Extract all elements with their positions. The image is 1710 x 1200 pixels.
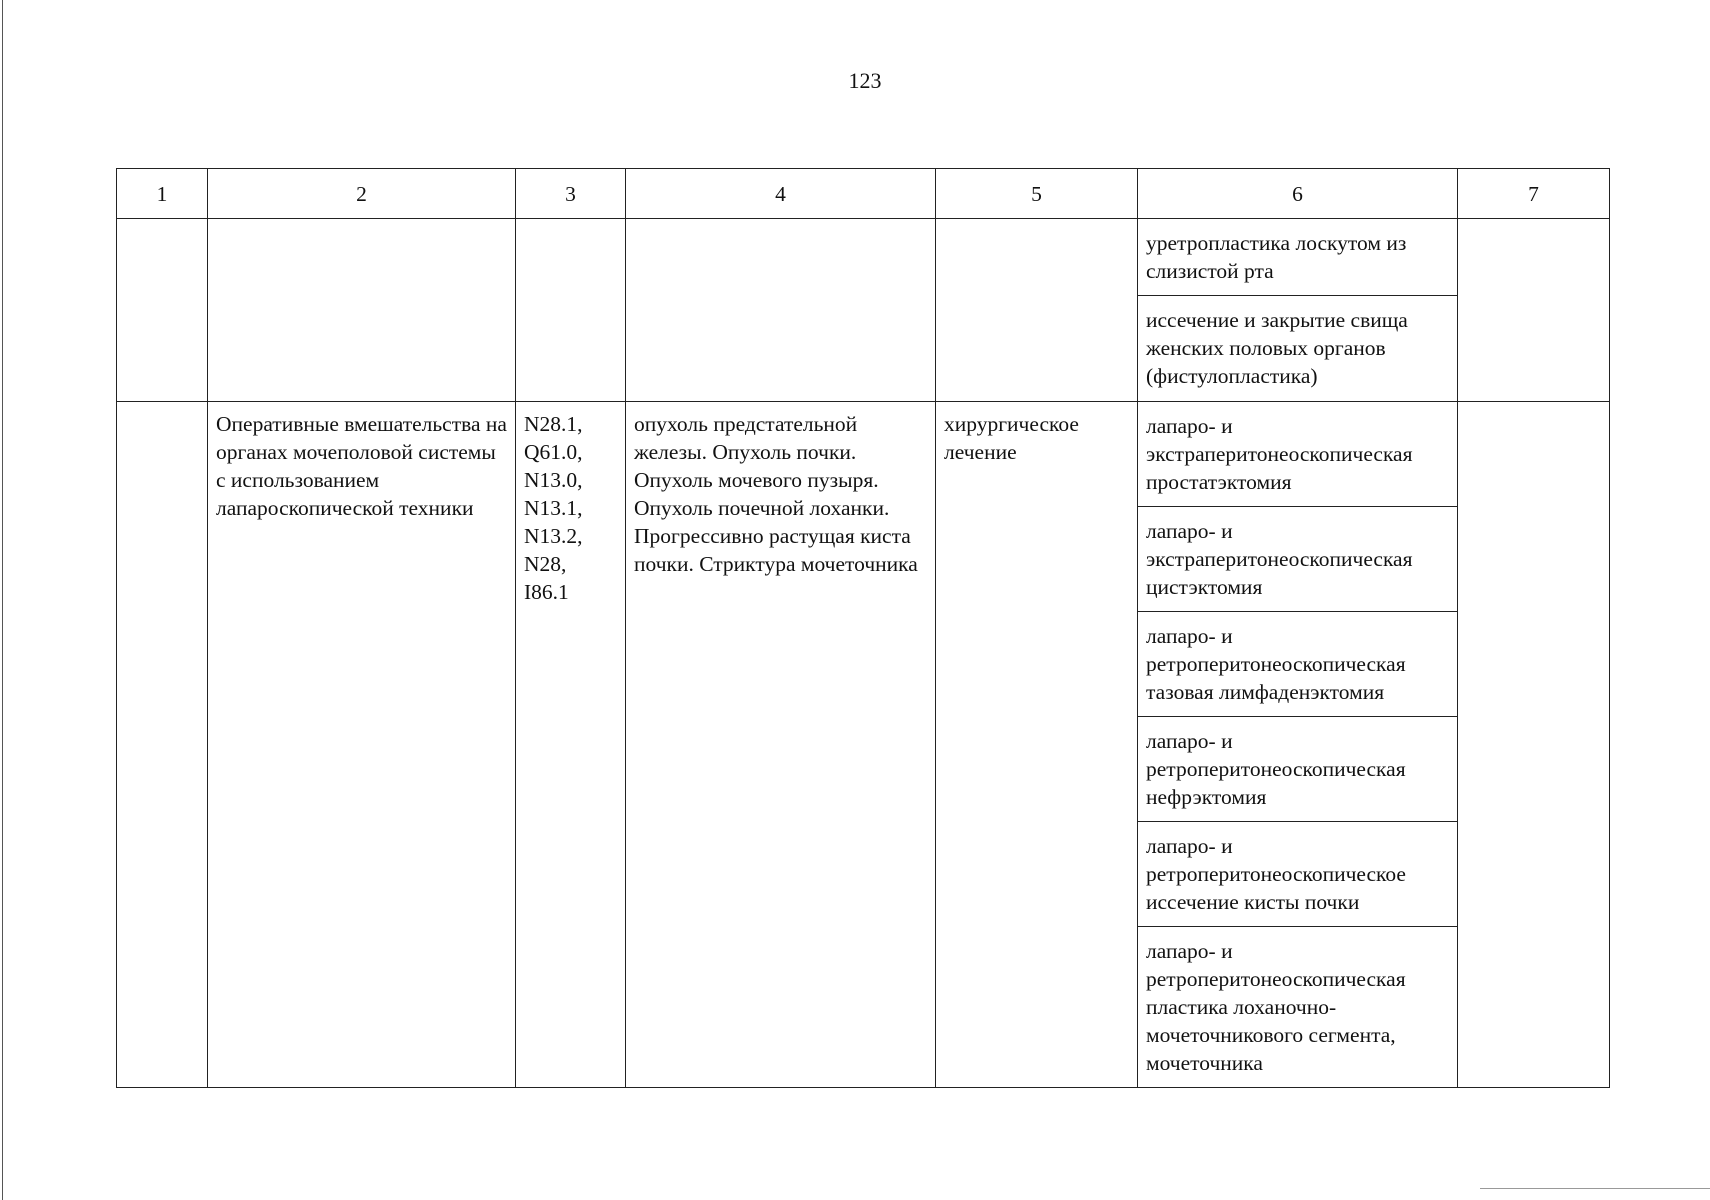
header-cell: 3 — [516, 169, 626, 219]
empty-cell — [1458, 402, 1610, 1088]
header-cell: 4 — [626, 169, 936, 219]
icd-code: N13.0, — [524, 468, 583, 492]
header-cell: 2 — [208, 169, 516, 219]
page-number: 123 — [848, 68, 882, 93]
diagnosis-cell: опухоль предстательной железы. Опухоль почки. Опухоль мочевого пузыря. Опухоль почечной лоханки. Прогрессивно растущая киста почки. Стриктура мочеточника — [626, 402, 936, 1088]
empty-cell — [936, 219, 1138, 402]
intervention-type-cell: Оперативные вмешательства на органах мочеполовой системы с использованием лапароскопической техники — [208, 402, 516, 1088]
procedure-cell: лапаро- и ретроперитонеоскопическое иссечение кисты почки — [1138, 822, 1458, 927]
icd-code: N13.2, — [524, 524, 583, 548]
row-number-cell — [117, 402, 208, 1088]
empty-cell — [626, 219, 936, 402]
icd-code: N28.1, — [524, 412, 583, 436]
icd-code: Q61.0, — [524, 440, 583, 464]
procedure-cell: лапаро- и ретроперитонеоскопическая пластика лоханочно-мочеточникового сегмента, мочеточника — [1138, 927, 1458, 1088]
icd-code: I86.1 — [524, 580, 569, 604]
procedure-cell: лапаро- и экстраперитонеоскопическая цистэктомия — [1138, 507, 1458, 612]
empty-cell — [516, 219, 626, 402]
services-table — [116, 168, 1610, 1088]
treatment-type-cell: хирургическое лечение — [936, 402, 1138, 1088]
procedure-cell: лапаро- и ретроперитонеоскопическая тазовая лимфаденэктомия — [1138, 612, 1458, 717]
table-row — [117, 402, 1610, 507]
header-cell: 6 — [1138, 169, 1458, 219]
empty-cell — [1458, 219, 1610, 402]
procedure-cell: иссечение и закрытие свища женских половых органов (фистулопластика) — [1138, 296, 1458, 402]
icd-code: N13.1, — [524, 496, 583, 520]
page-left-edge — [2, 0, 3, 1200]
table-header-row — [117, 169, 1610, 219]
procedure-cell: уретропластика лоскутом из слизистой рта — [1138, 219, 1458, 296]
empty-cell — [117, 219, 208, 402]
header-cell: 5 — [936, 169, 1138, 219]
scan-edge-line — [1480, 1188, 1710, 1189]
header-cell: 1 — [117, 169, 208, 219]
header-cell: 7 — [1458, 169, 1610, 219]
procedure-cell: лапаро- и ретроперитонеоскопическая нефрэктомия — [1138, 717, 1458, 822]
procedure-cell: лапаро- и экстраперитонеоскопическая простатэктомия — [1138, 402, 1458, 507]
empty-cell — [208, 219, 516, 402]
icd-code: N28, — [524, 552, 567, 576]
table-row — [117, 219, 1610, 296]
icd-codes-cell — [516, 402, 626, 1088]
